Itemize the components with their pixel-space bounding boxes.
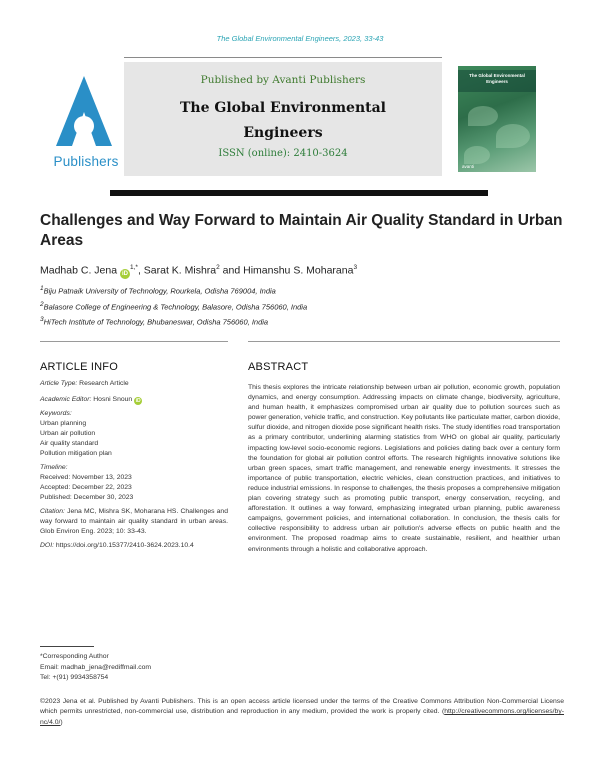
section-divider-right (248, 341, 560, 342)
journal-title-line-1: The Global Environmental (180, 100, 386, 116)
citation: Citation: Jena MC, Mishra SK, Moharana HS. Challenges and way forward to maintain air quality standard in urban areas. Glob Environ Eng. 2023; 10: 33-43. (40, 508, 228, 535)
cover-title: The Global Environmental Engineers (469, 73, 525, 84)
orcid-icon[interactable]: iD (121, 270, 128, 277)
license-statement: ©2023 Jena et al. Published by Avanti Publishers. This is an open access article licensed under the terms of the Creative Commons Attribution Non-Commercial License which permits unrestricted, non-commercial use, distribution and reproduction in any medium, provided the work is properly cited. (http://creativecommons.org/licenses/by-nc/4.0/) (40, 698, 564, 726)
journal-masthead (124, 62, 442, 176)
affiliation-list (40, 282, 580, 329)
journal-title (124, 96, 442, 146)
academic-editor: Academic Editor: Hosni Snoun iD (40, 396, 141, 404)
header-divider (110, 190, 488, 196)
journal-issn: ISSN (online): 2410-3624 (218, 148, 348, 159)
author-separator: , (137, 264, 144, 277)
journal-title-line-2: Engineers (243, 125, 323, 141)
corresponding-author (40, 652, 151, 684)
author-name[interactable]: Madhab C. Jena (40, 264, 118, 277)
affiliation-item: $^1$Biju Patnaik University of Technology, Rourkela, Odisha 769004, India (40, 285, 276, 296)
running-head: The Global Environmental Engineers, 2023, 33-43 (216, 34, 384, 43)
doi-link[interactable]: https://doi.org/10.15377/2410-3624.2023.10.4 (55, 542, 194, 549)
keyword-item: Urban air pollution (40, 430, 96, 437)
footnote-rule (40, 646, 94, 647)
affiliation-item: $^2$Balasore College of Engineering & Technology, Balasore, Odisha 756060, India (40, 300, 308, 311)
affiliation-item: $^3$HiTech Institute of Technology, Bhubaneswar, Odisha 756060, India (40, 316, 269, 327)
publisher-logo-text: Publishers (53, 154, 119, 169)
author-sup: 1,* (129, 264, 138, 271)
published-by: Published by Avanti Publishers (200, 74, 366, 86)
author-name[interactable]: Sarat K. Mishra (143, 264, 217, 277)
cover-brand: avanti (462, 164, 475, 169)
abstract-panel (248, 361, 560, 555)
doi: DOI: https://doi.org/10.15377/2410-3624.2023.10.4 (40, 542, 194, 549)
abstract-heading: ABSTRACT (248, 361, 309, 373)
keyword-item: Air quality standard (40, 440, 99, 447)
author-sup: 2 (216, 264, 220, 271)
corresponding-tel: Tel: +(91) 9934358754 (40, 674, 109, 681)
corresponding-email[interactable]: Email: madhab_jena@rediffmail.com (40, 663, 152, 671)
abstract-text: This thesis explores the intricate relationship between urban air pollution, economic growth, population dynamics, and energy consumption. Addressing impacts on climate change, biodiversity, agriculture, and human health, it emphasizes compromised urban air quality due to pollution sources such as power generation, vehicle traffic, and construction. Key pollutants like particulate matter, carbon dioxide, sulfur dioxide, and nitrogen dioxide pose significant health risks. The study identifies road transportation as a primary contributor, underlining alarming statistics from WHO on global air quality, particularly impacting low-level socio-economic regions. Legislations and policies dating back over a century form the foundation for global air pollution control efforts. The research highlights innovative solutions like urban green spaces, smart traffic management, and renewable energy investments. It stresses the importance of public transportation, electric vehicles, clean construction practices, and initiatives to reduce industrial emissions. In response to challenges, the thesis proposes a comprehensive mitigation plan covering strategy such as promoting public transport, energy conservation, recycling, and afforestation. It outlines a way forward, emphasizing integrated urban planning, public awareness campaigns, government policies, and international collaboration. In conclusion, the thesis calls for collective responsibility to address urban air pollution's adverse effects on public health and the environment. The proposed roadmap aims to create sustainable, resilient, and healthier urban environments through a holistic and collaborative approach. (248, 384, 560, 553)
author-separator: and (219, 264, 244, 277)
license-link[interactable]: http://creativecommons.org/licenses/by-nc/4.0/ (40, 708, 564, 726)
article-info-heading: ARTICLE INFO (40, 361, 118, 373)
timeline-published: Published: December 30, 2023 (40, 494, 134, 501)
timeline-accepted: Accepted: December 22, 2023 (40, 484, 132, 491)
article-type: Article Type: Research Article (40, 380, 129, 387)
article-info-panel (40, 361, 228, 551)
timeline: Timeline: Received: November 13, 2023 Accepted: December 22, 2023 Published: December 30, 2023 (40, 463, 228, 503)
publisher-logo-a-icon (52, 74, 116, 148)
corresponding-label: *Corresponding Author (40, 653, 109, 660)
journal-cover-image (458, 66, 536, 172)
article-title: Challenges and Way Forward to Maintain Air Quality Standard in Urban Areas (40, 212, 563, 249)
masthead-rule (124, 57, 442, 58)
author-list (40, 264, 580, 279)
orcid-icon[interactable]: iD (135, 398, 141, 404)
timeline-received: Received: November 13, 2023 (40, 474, 132, 481)
keyword-item: Urban planning (40, 420, 87, 427)
author-sup: 3 (353, 264, 358, 271)
keywords: Keywords: Urban planning Urban air pollution Air quality standard Pollution mitigation plan (40, 409, 228, 459)
keyword-item: Pollution mitigation plan (40, 450, 112, 457)
section-divider-left (40, 341, 228, 342)
author-name[interactable]: Himanshu S. Moharana (243, 264, 354, 277)
publisher-logo (48, 74, 124, 170)
